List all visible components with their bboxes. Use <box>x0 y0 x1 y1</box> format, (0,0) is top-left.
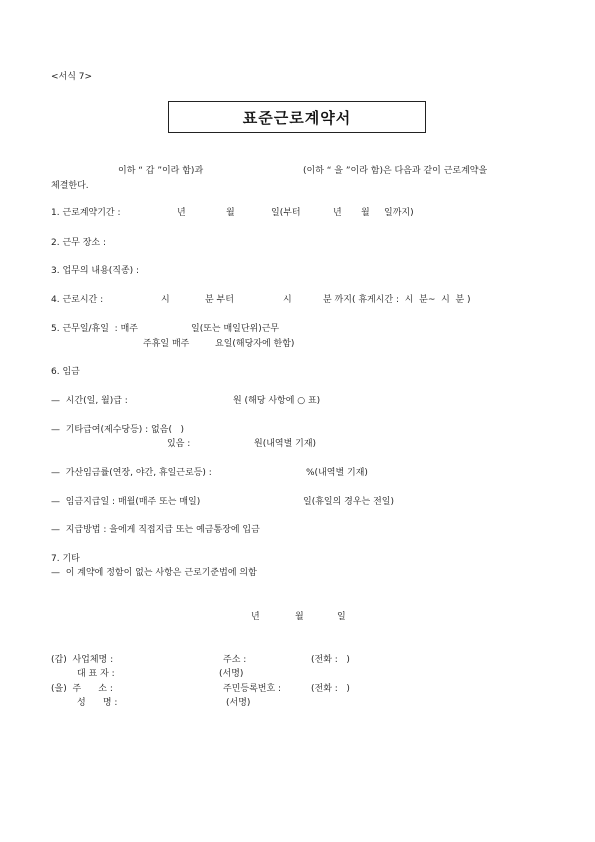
party-a-sign: (서명) <box>219 669 244 679</box>
s3-label: 3. 업무의 내용(직종) : <box>51 266 140 276</box>
party-b-phone: (전화 : ) <box>311 684 350 694</box>
intro-party-a: 이하 “ 갑 ”이라 함)과 <box>118 166 204 176</box>
date-day: 일 <box>337 612 346 622</box>
s6-label: 6. 임금 <box>51 367 80 377</box>
s6-payday-label: — 임금지급일 : 매월(매주 또는 매일) <box>51 497 201 507</box>
intro-closing: 체결한다. <box>51 181 89 191</box>
s6-wage-label: — 시간(일, 월)급 : <box>51 396 128 406</box>
form-number: <서식 7> <box>51 72 93 82</box>
s6-payday-tail: 일(휴일의 경우는 전일) <box>303 497 394 507</box>
party-b-address: (을) 주 소 : <box>51 684 113 694</box>
s6-method: — 지급방법 : 을에게 직접지급 또는 예금통장에 입금 <box>51 525 260 535</box>
s7-label: 7. 기타 <box>51 554 80 564</box>
s1-day: 일(부터 <box>271 208 301 218</box>
s6-wage-tail: 원 (해당 사항에 ○ 표) <box>233 396 321 406</box>
party-a-phone: (전화 : ) <box>311 655 350 665</box>
s1-year: 년 <box>177 208 186 218</box>
s1-month: 월 <box>226 208 235 218</box>
s4-hour2: 시 <box>283 295 292 305</box>
document-title: 표준근로계약서 <box>242 108 352 127</box>
s1-day2: 일까지) <box>384 208 414 218</box>
s7-text: — 이 계약에 정함이 없는 사항은 근로기준법에 의함 <box>51 568 257 578</box>
party-b-idno: 주민등록번호 : <box>223 684 282 694</box>
s5-line2: 주휴일 매주 <box>143 339 190 349</box>
s1-month2: 월 <box>361 208 370 218</box>
s6-other-yes: 있음 : <box>167 439 191 449</box>
date-year: 년 <box>251 612 260 622</box>
s5-line2-tail: 요일(해당자에 한함) <box>215 339 295 349</box>
s6-extra-label: — 가산임금률(연장, 야간, 휴일근로등) : <box>51 468 212 478</box>
party-a-rep: 대 표 자 : <box>77 669 115 679</box>
intro-party-b: (이하 “ 을 ”이라 함)은 다음과 같이 근로계약을 <box>303 166 488 176</box>
party-a-address: 주소 : <box>223 655 247 665</box>
s1-label: 1. 근로계약기간 : <box>51 208 121 218</box>
s4-label: 4. 근로시간 : <box>51 295 104 305</box>
party-b-name: 성 명 : <box>77 698 118 708</box>
s4-rest: 분 까지( 휴게시간 : 시 분~ 시 분 ) <box>323 295 471 305</box>
s6-extra-tail: %(내역별 기재) <box>306 468 368 478</box>
s2-label: 2. 근무 장소 : <box>51 238 106 248</box>
title-box <box>168 101 426 133</box>
s5-line1-tail: 일(또는 매일단위)근무 <box>191 324 280 334</box>
party-b-sign: (서명) <box>226 698 251 708</box>
s4-min-from: 분 부터 <box>205 295 234 305</box>
date-month: 월 <box>295 612 304 622</box>
s5-line1: 5. 근무일/휴일 : 매주 <box>51 324 138 334</box>
party-a-name: (갑) 사업체명 : <box>51 655 114 665</box>
s1-year2: 년 <box>333 208 342 218</box>
s6-other-tail: 원(내역별 기재) <box>254 439 317 449</box>
s6-other-label: — 기타급여(제수당등) : 없음( ) <box>51 425 185 435</box>
s4-hour: 시 <box>161 295 170 305</box>
